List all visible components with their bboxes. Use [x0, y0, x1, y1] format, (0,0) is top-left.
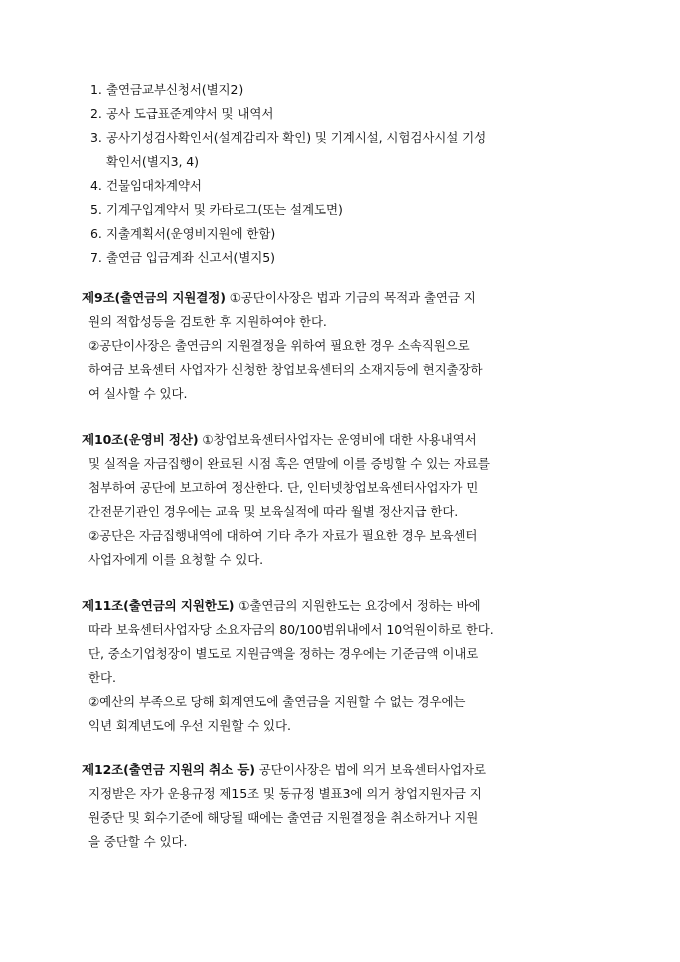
article-12 [82, 758, 610, 854]
list-item-text: 지출계획서(운영비지원에 한함) [106, 226, 276, 241]
article-heading: 제11조(출연금의 지원한도) [82, 598, 235, 613]
article-heading: 제9조(출연금의 지원결정) [82, 290, 226, 305]
article-text: 원의 적합성등을 검토한 후 지원하여야 한다. [88, 314, 327, 329]
list-item-number: 5. [90, 202, 102, 217]
list-item-text-continued: 확인서(별지3, 4) [106, 154, 199, 169]
list-item [90, 222, 610, 246]
list-item-text: 공사기성검사확인서(설계감리자 확인) 및 기계시설, 시험검사시설 기성 [106, 130, 487, 145]
article-text: 원중단 및 회수기준에 해당될 때에는 출연금 지원결정을 취소하거나 지원 [88, 810, 479, 825]
list-item-number: 7. [90, 250, 102, 265]
article-text: ①창업보육센터사업자는 운영비에 대한 사용내역서 [198, 432, 477, 447]
list-item-text: 출연금교부신청서(별지2) [106, 82, 244, 97]
article-text: ①공단이사장은 법과 기금의 목적과 출연금 지 [225, 290, 476, 305]
article-text: 한다. [88, 670, 116, 685]
article-text: 하여금 보육센터 사업자가 신청한 창업보육센터의 소재지등에 현지출장하 [88, 362, 483, 377]
list-item [90, 102, 610, 126]
article-text: 여 실사할 수 있다. [88, 386, 188, 401]
list-item-text: 공사 도급표준계약서 및 내역서 [106, 106, 274, 121]
list-item-number: 4. [90, 178, 102, 193]
article-text: 단, 중소기업청장이 별도로 지원금액을 정하는 경우에는 기준금액 이내로 [88, 646, 479, 661]
article-text: 첨부하여 공단에 보고하여 정산한다. 단, 인터넷창업보육센터사업자가 민 [88, 480, 479, 495]
article-text: ②공단이사장은 출연금의 지원결정을 위하여 필요한 경우 소속직원으로 [88, 338, 470, 353]
list-item [90, 78, 610, 102]
list-item-number: 2. [90, 106, 102, 121]
article-text: 따라 보육센터사업자당 소요자금의 80/100범위내에서 10억원이하로 한다. [88, 622, 494, 637]
article-text: 사업자에게 이를 요청할 수 있다. [88, 552, 264, 567]
article-heading: 제10조(운영비 정산) [82, 432, 199, 447]
article-text: ②공단은 자금집행내역에 대하여 기타 추가 자료가 필요한 경우 보육센터 [88, 528, 478, 543]
article-text: 익년 회계년도에 우선 지원할 수 있다. [88, 718, 291, 733]
list-item-text: 기계구입계약서 및 카타로그(또는 설계도면) [106, 202, 343, 217]
list-item-number: 3. [90, 130, 102, 145]
article-text: 지정받은 자가 운용규정 제15조 및 동규정 별표3에 의거 창업지원자금 지 [88, 786, 482, 801]
article-text: 간전문기관인 경우에는 교육 및 보육실적에 따라 월별 정산지급 한다. [88, 504, 459, 519]
article-11 [82, 594, 610, 738]
list-item [90, 174, 610, 198]
list-item [90, 246, 610, 270]
article-text: 공단이사장은 법에 의거 보육센터사업자로 [254, 762, 486, 777]
article-9 [82, 286, 610, 406]
attachment-list [90, 78, 610, 270]
article-text: ②예산의 부족으로 당해 회계연도에 출연금을 지원할 수 없는 경우에는 [88, 694, 466, 709]
list-item-number: 1. [90, 82, 102, 97]
article-heading: 제12조(출연금 지원의 취소 등) [82, 762, 255, 777]
article-text: ①출연금의 지원한도는 요강에서 정하는 바에 [234, 598, 481, 613]
article-text: 및 실적을 자금집행이 완료된 시점 혹은 연말에 이를 증빙할 수 있는 자료를 [88, 456, 490, 471]
list-item [90, 198, 610, 222]
list-item-text: 출연금 입금계좌 신고서(별지5) [106, 250, 275, 265]
list-item [90, 126, 610, 174]
article-10 [82, 428, 610, 572]
list-item-text: 건물임대차계약서 [106, 178, 202, 193]
list-item-number: 6. [90, 226, 102, 241]
article-text: 을 중단할 수 있다. [88, 834, 188, 849]
